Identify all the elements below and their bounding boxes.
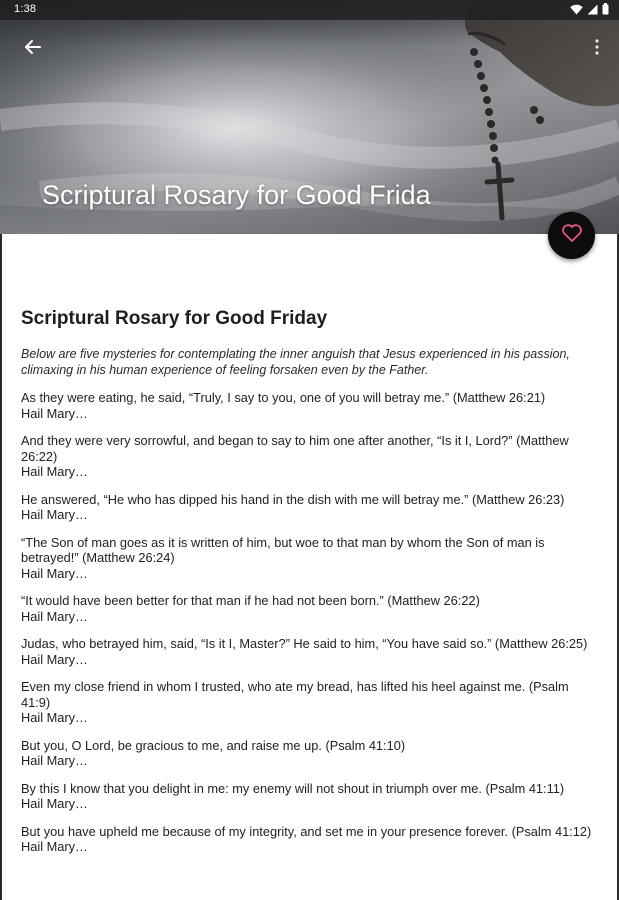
verse-prayer: Hail Mary… — [21, 608, 88, 624]
verse-item — [21, 535, 601, 582]
verse-text: As they were eating, he said, “Truly, I say to you, one of you will betray me.” (Matthew 26:21) — [21, 390, 546, 405]
verse-item — [21, 738, 601, 769]
header-image — [0, 0, 619, 234]
verse-text: “It would have been better for that man if he had not been born.” (Matthew 26:22) — [21, 593, 480, 608]
header-title: Scriptural Rosary for Good Frida — [42, 180, 431, 210]
more-vert-icon[interactable] — [589, 36, 605, 58]
verse-prayer: Hail Mary… — [21, 507, 88, 522]
battery-icon — [602, 3, 609, 15]
signal-icon — [587, 4, 598, 15]
verse-item — [21, 390, 601, 421]
back-arrow-icon[interactable] — [20, 34, 46, 60]
verse-prayer: Hail Mary… — [21, 753, 88, 768]
favorite-button[interactable] — [548, 212, 595, 259]
verse-item — [21, 636, 601, 667]
verse-text: But you have upheld me because of my integrity, and set me in your presence forever. (Psalm 41:12) — [21, 823, 592, 839]
verse-text: He answered, “He who has dipped his hand in the dish with me will betray me.” (Matthew 26:23) — [21, 491, 565, 507]
status-time: 1:38 — [14, 3, 37, 15]
verse-item — [21, 679, 601, 726]
heart-icon — [561, 223, 583, 248]
verse-text: Even my close friend in whom I trusted, who ate my bread, has lifted his heel against me. (Psalm 41:9) — [21, 679, 569, 710]
wifi-icon — [570, 4, 583, 15]
article-intro: Below are five mysteries for contemplating the inner anguish that Jesus experienced in his passion, climaxing in his human experience of feeling forsaken even by the Father. — [21, 347, 570, 377]
verse-prayer: Hail Mary… — [21, 839, 88, 854]
status-bar — [0, 0, 619, 20]
verse-text: “The Son of man goes as it is written of him, but woe to that man by whom the Son of man is betrayed!” (Matthew 26:24) — [21, 534, 545, 565]
verse-prayer: Hail Mary… — [21, 405, 88, 421]
article-title: Scriptural Rosary for Good Friday — [21, 308, 328, 329]
verse-text: Judas, who betrayed him, said, “Is it I, Master?” He said to him, “You have said so.” (Matthew 26:25) — [21, 636, 588, 651]
verse-prayer: Hail Mary… — [21, 796, 88, 811]
verse-item — [21, 824, 601, 855]
verse-item — [21, 593, 601, 624]
verse-prayer: Hail Mary… — [21, 651, 88, 667]
verse-item — [21, 781, 601, 812]
article-content — [21, 306, 601, 867]
verse-item — [21, 492, 601, 523]
verse-prayer: Hail Mary… — [21, 464, 88, 479]
verse-item — [21, 433, 601, 480]
status-icons — [570, 3, 609, 15]
verse-text: And they were very sorrowful, and began to say to him one after another, “Is it I, Lord?” (Matthew 26:22) — [21, 433, 569, 464]
verse-text: But you, O Lord, be gracious to me, and raise me up. (Psalm 41:10) — [21, 737, 406, 753]
verse-text: By this I know that you delight in me: my enemy will not shout in triumph over me. (Psalm 41:11) — [21, 780, 565, 796]
verse-prayer: Hail Mary… — [21, 565, 88, 581]
verse-prayer: Hail Mary… — [21, 710, 88, 725]
